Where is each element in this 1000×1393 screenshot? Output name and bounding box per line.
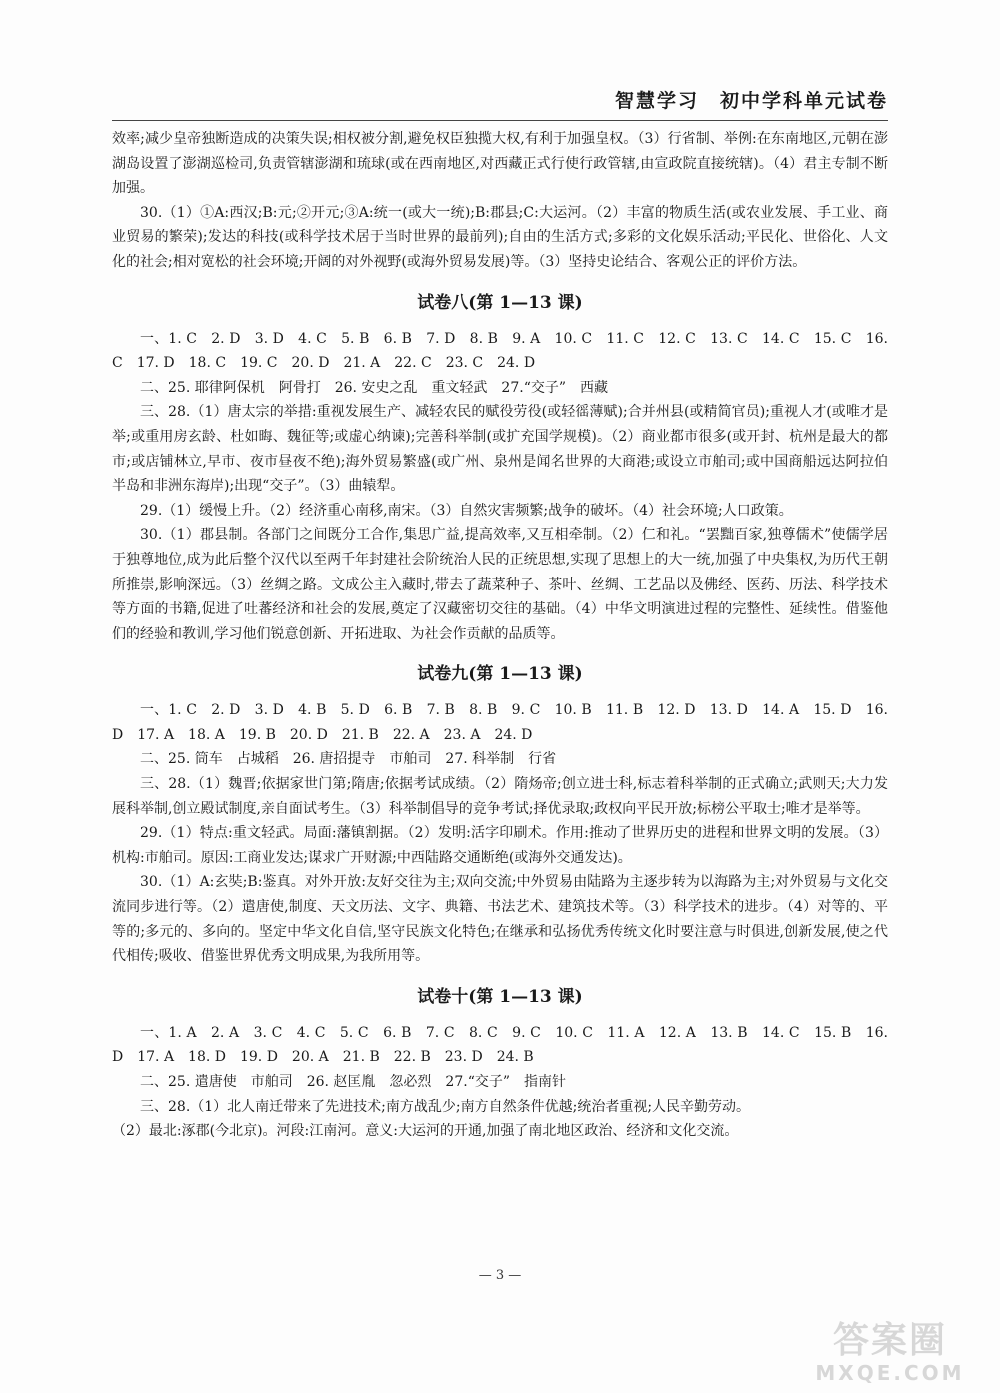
answer-paragraph: 三、28.（1）北人南迁带来了先进技术;南方战乱少;南方自然条件优越;统治者重视;人民辛勤劳动。 — [140, 1098, 751, 1115]
section-heading: 试卷十(第 1—13 课) — [417, 986, 583, 1007]
answer-paragraph: 三、28.（1）魏晋;依据家世门第;隋唐;依据考试成绩。（2）隋炀帝;创立进士科,标志着科举制的正式确立;武则天;大力发展科举制,创立殿试制度,亲自面试考生。（3）科举制倡导的竞争考试;择优录取;政权向平民开放;标榜公平取士;唯才是举等。 — [112, 776, 888, 817]
watermark-url: MXQE.COM — [815, 1361, 965, 1385]
answer-paragraph: 一、1. C 2. D 3. D 4. C 5. B 6. B 7. D 8. B 9. A 10. C 11. C 12. C 13. C 14. C 15. C 16. C 17. D 18. C 19. C 20. D 21. A 22. C 23. C 24. D — [112, 330, 888, 372]
answer-paragraph: （2）最北:涿郡(今北京)。河段:江南河。意义:大运河的开通,加强了南北地区政治、经济和文化交流。 — [112, 1123, 739, 1140]
answer-paragraph: 二、25. 筒车 占城稻 26. 唐招提寺 市舶司 27. 科举制 行省 — [140, 751, 557, 768]
page-header-title: 智慧学习 初中学科单元试卷 — [614, 90, 888, 112]
answer-paragraph: 29.（1）特点:重文轻武。局面:藩镇割据。（2）发明:活字印刷术。作用:推动了世界历史的进程和世界文明的发展。（3）机构:市舶司。原因:工商业发达;谋求广开财源;中西陆路交通断绝(或海外交通发达)。 — [112, 825, 888, 866]
answer-paragraph: 29.（1）缓慢上升。（2）经济重心南移,南宋。（3）自然灾害频繁;战争的破坏。（4）社会环境;人口政策。 — [140, 502, 793, 519]
answer-paragraph: 三、28.（1）唐太宗的举措:重视发展生产、减轻农民的赋役劳役(或轻徭薄赋);合并州县(或精简官员);重视人才(或唯才是举;或重用房玄龄、杜如晦、魏征等;或虚心纳谏);完善科举制(或扩充国学规模)。（2）商业都市很多(或开封、杭州是最大的都市;或店铺林立,早市、夜市昼夜不绝);海外贸易繁盛(或广州、泉州是闻名世界的大商港;或设立市舶司;或中国商船远达阿拉伯半岛和非洲东海岸);出现“交子”。（3）曲辕犁。 — [112, 404, 888, 495]
answer-paragraph: 一、1. A 2. A 3. C 4. C 5. C 6. B 7. C 8. C 9. C 10. C 11. A 12. A 13. B 14. C 15. B 16. D 17. A 18. D 19. D 20. A 21. B 22. B 23. D 24. B — [112, 1024, 888, 1066]
page-number: — 3 — — [478, 1268, 522, 1283]
answer-paragraph: 30.（1）①A:西汉;B:元;②开元;③A:统一(或大一统);B:郡县;C:大运河。（2）丰富的物质生活(或农业发展、手工业、商业贸易的繁荣);发达的科技(或科学技术居于当时世界的最前列);自由的生活方式;多彩的文化娱乐活动;平民化、世俗化、人文化的社会;相对宽松的社会环境;开阔的对外视野(或海外贸易发展)等。（3）坚持史论结合、客观公正的评价方法。 — [112, 204, 888, 270]
answer-paragraph: 二、25. 耶律阿保机 阿骨打 26. 安史之乱 重文轻武 27.“交子” 西藏 — [140, 379, 609, 396]
section-heading: 试卷九(第 1—13 课) — [417, 664, 583, 685]
header-divider — [112, 120, 888, 121]
answer-paragraph: 效率;减少皇帝独断造成的决策失误;相权被分割,避免权臣独揽大权,有利于加强皇权。（3）行省制、举例:在东南地区,元朝在澎湖岛设置了澎湖巡检司,负责管辖澎湖和琉球(或在西南地区,对西藏正式行使行政管辖,由宣政院直接统辖)。（4）君主专制不断加强。 — [112, 131, 888, 197]
watermark-text: 答案圈 — [832, 1320, 947, 1361]
answer-paragraph: 二、25. 遣唐使 市舶司 26. 赵匡胤 忽必烈 27.“交子” 指南针 — [140, 1074, 567, 1090]
answer-paragraph: 30.（1）A:玄奘;B:鉴真。对外开放:友好交往为主;双向交流;中外贸易由陆路为主逐步转为以海路为主;对外贸易与文化交流同步进行等。（2）遣唐使,制度、天文历法、文字、典籍、书法艺术、建筑技术等。（3）科学技术的进步。（4）对等的、平等的;多元的、多向的。坚定中华文化自信,坚守民族文化特色;在继承和弘扬优秀传统文化时要注意与时俱进,创新发展,使之代代相传;吸收、借鉴世界优秀文明成果,为我所用等。 — [112, 874, 888, 965]
answer-paragraph: 30.（1）郡县制。各部门之间既分工合作,集思广益,提高效率,又互相牵制。（2）仁和礼。“罢黜百家,独尊儒术”使儒学居于独尊地位,成为此后整个汉代以至两千年封建社会阶统治人民的正统思想,实现了思想上的大一统,加强了中央集权,为历代王朝所推崇,影响深远。（3）丝绸之路。文成公主入藏时,带去了蔬菜种子、茶叶、丝绸、工艺品以及佛经、医药、历法、科学技术等方面的书籍,促进了吐蕃经济和社会的发展,奠定了汉藏密切交往的基础。（4）中华文明演进过程的完整性、延续性。借鉴他们的经验和教训,学习他们锐意创新、开拓进取、为社会作贡献的品质等。 — [112, 527, 888, 642]
section-heading: 试卷八(第 1—13 课) — [417, 292, 583, 313]
watermark-logo — [792, 1318, 988, 1388]
answer-paragraph: 一、1. C 2. D 3. D 4. B 5. D 6. B 7. B 8. B 9. C 10. B 11. B 12. D 13. D 14. A 15. D 16. D 17. A 18. A 19. B 20. D 21. B 22. A 23. A 24. D — [112, 702, 888, 743]
answer-content — [112, 127, 888, 1144]
